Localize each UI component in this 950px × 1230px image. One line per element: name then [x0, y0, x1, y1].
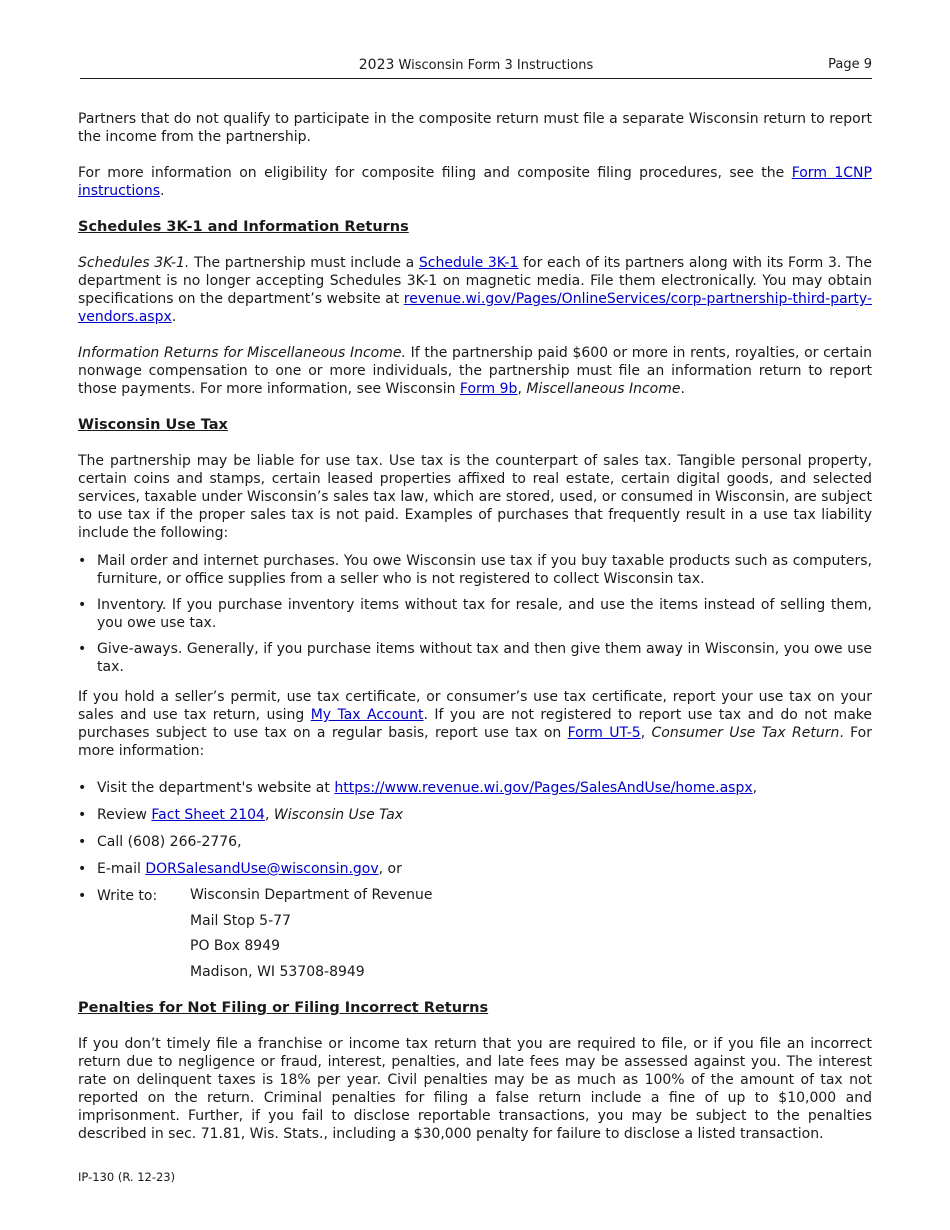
intro-paragraph-1: Partners that do not qualify to participate in the composite return must file a separate Wisconsin return to report the income from the partnership. — [78, 111, 872, 145]
list-item: • Mail order and internet purchases. You owe Wisconsin use tax if you buy taxable products such as computers, furniture, or office supplies from a seller who is not registered to collect Wisconsin tax. — [78, 552, 872, 588]
document-title: 2023 Wisconsin Form 3 Instructions — [358, 57, 594, 73]
information-returns-paragraph: Information Returns for Miscellaneous Income. If the partnership paid $600 or more in rents, royalties, or certain nonwage compensation to one or more individuals, the partnership must file an information return to report those payments. For more information, see Wisconsin Form 9b, Miscellaneous Income. — [78, 345, 872, 397]
schedule-3k1-link[interactable]: Schedule 3K-1 — [418, 255, 519, 271]
vendors-link[interactable]: revenue.wi.gov/Pages/OnlineServices/corp-partnership-third-party-vendors.aspx — [78, 291, 872, 325]
address-lines: Wisconsin Department of Revenue Mail Stop 5-77 PO Box 8949 Madison, WI 53708-8949 — [190, 887, 433, 980]
page-number: Page 9 — [828, 57, 872, 72]
form-ut5-link[interactable]: Form UT-5 — [567, 725, 641, 741]
intro-paragraph-2: For more information on eligibility for composite filing and composite filing procedures, see the Form 1CNP instructions. — [78, 165, 872, 199]
schedules-paragraph: Schedules 3K-1. The partnership must include a Schedule 3K-1 for each of its partners along with its Form 3. The department is no longer accepting Schedules 3K-1 on magnetic media. File them electronically. You may obtain specifications on the department’s website at revenue.wi.gov/Pages/OnlineServices/corp-partnership-third-party-vendors.aspx. — [78, 255, 872, 325]
list-item: • Call (608) 266-2776, — [78, 833, 872, 851]
schedules-heading: Schedules 3K-1 and Information Returns — [78, 219, 409, 235]
sales-and-use-website-link[interactable]: https://www.revenue.wi.gov/Pages/SalesAndUse/home.aspx — [334, 780, 753, 796]
penalties-paragraph: If you don’t timely file a franchise or income tax return that you are required to file, or if you file an incorrect return due to negligence or fraud, interest, penalties, and late fees may be assessed against you. The interest rate on delinquent taxes is 18% per year. Civil penalties may be as much as 100% of the amount of tax not reported on the return. Criminal penalties for filing a false return include a fine of up to $10,000 and imprisonment. Further, if you fail to disclose reportable transactions, you may be subject to the penalties described in sec. 71.81, Wis. Stats., including a $30,000 penalty for failure to disclose a listed transaction. — [78, 1036, 872, 1142]
list-item — [78, 887, 872, 985]
form-1cnp-link[interactable]: Form 1CNP instructions — [78, 165, 872, 199]
list-item: • Give-aways. Generally, if you purchase items without tax and then give them away in Wisconsin, you owe use tax. — [78, 640, 872, 676]
form-code: IP-130 (R. 12-23) — [78, 1170, 176, 1184]
list-item: • E-mail DORSalesandUse@wisconsin.gov, or — [78, 860, 872, 878]
fact-sheet-2104-link[interactable]: Fact Sheet 2104 — [151, 807, 265, 823]
penalties-heading: Penalties for Not Filing or Filing Incorrect Returns — [78, 1000, 489, 1016]
use-tax-paragraph-2: If you hold a seller’s permit, use tax certificate, or consumer’s use tax certificate, report your use tax on your sales and use tax return, using My Tax Account. If you are not registered to report use tax and do not make purchases subject to use tax on a regular basis, report use tax on Form UT-5, Consumer Use Tax Return. For more information: — [78, 689, 872, 759]
use-tax-heading: Wisconsin Use Tax — [78, 417, 228, 433]
form-9b-link[interactable]: Form 9b — [459, 381, 518, 397]
page-header — [80, 56, 872, 79]
list-item: • Inventory. If you purchase inventory items without tax for resale, and use the items instead of selling them, you owe use tax. — [78, 596, 872, 632]
list-item: • Review Fact Sheet 2104, Wisconsin Use Tax — [78, 806, 872, 824]
main-content — [78, 110, 872, 1143]
mailing-address: • Write to: Wisconsin Department of Revenue Mail Stop 5-77 PO Box 8949 Madison, WI 53708-8949 — [97, 887, 872, 985]
use-tax-examples-list — [78, 552, 872, 676]
use-tax-paragraph-1: The partnership may be liable for use tax. Use tax is the counterpart of sales tax. Tangible personal property, certain coins and stamps, certain leased properties affixed to real estate, certain digital goods, and selected services, taxable under Wisconsin’s sales tax law, which are stored, used, or consumed in Wisconsin, are subject to use tax if the proper sales tax is not paid. Examples of purchases that frequently result in a use tax liability include the following: — [78, 453, 872, 541]
email-link[interactable]: DORSalesandUse@wisconsin.gov — [145, 861, 379, 877]
list-item: • Visit the department's website at https://www.revenue.wi.gov/Pages/SalesAndUse/home.aspx, — [78, 779, 872, 797]
use-tax-info-list — [78, 779, 872, 985]
my-tax-account-link[interactable]: My Tax Account — [310, 707, 424, 723]
